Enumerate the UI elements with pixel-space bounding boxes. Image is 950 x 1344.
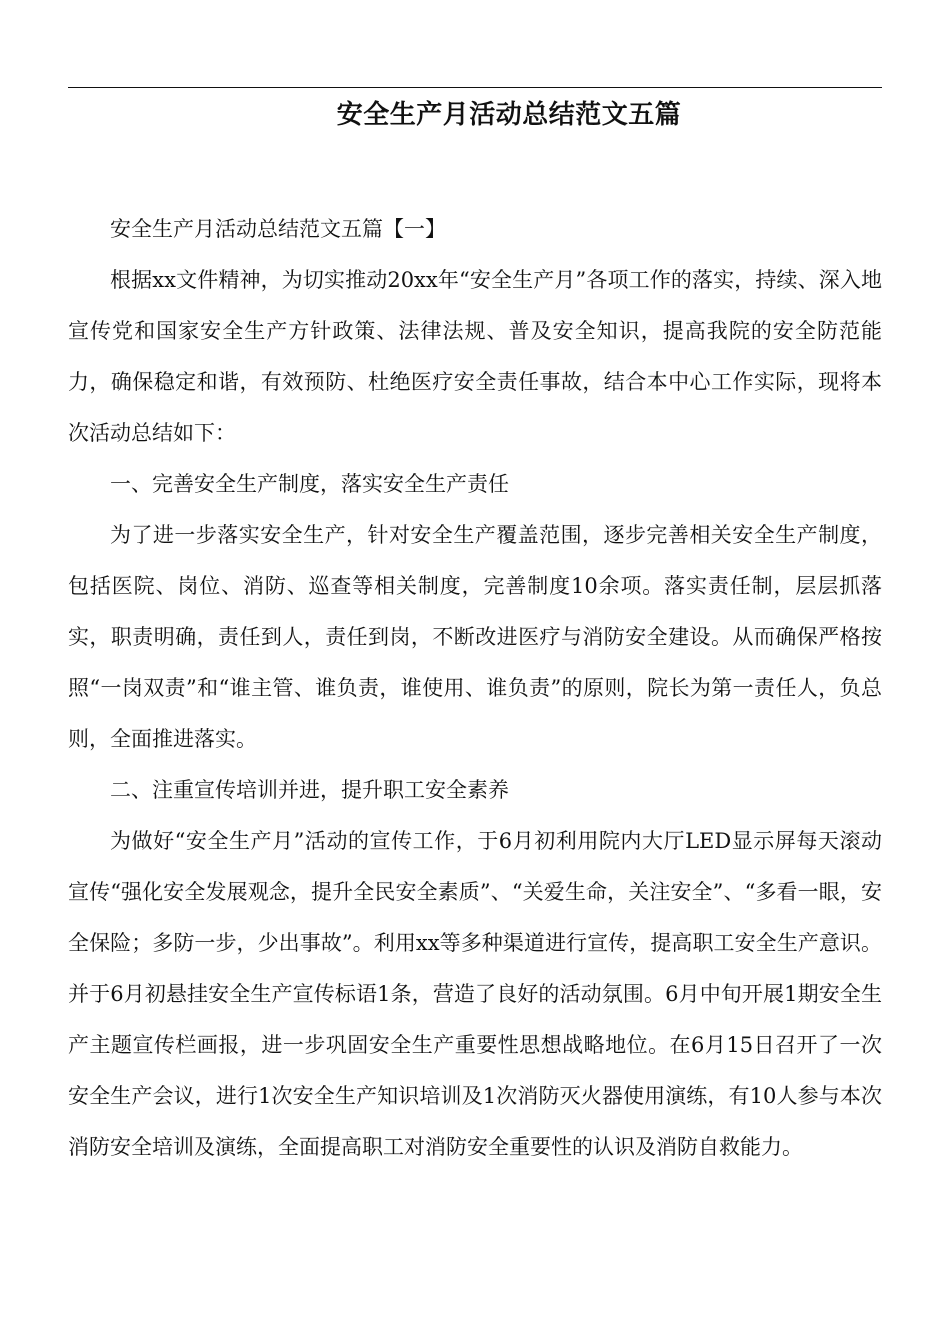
subheading-2: 二、注重宣传培训并进，提升职工安全素养 — [110, 778, 509, 802]
header-rule — [68, 87, 882, 88]
paragraph-1: 为了进一步落实安全生产，针对安全生产覆盖范围，逐步完善相关安全生产制度，包括医院、岗位、消防、巡查等相关制度，完善制度10余项。落实责任制，层层抓落实，职责明确，责任到人，责任到岗，不断改进医疗与消防安全建设。从而确保严格按照“一岗双责”和“谁主管、谁负责，谁使用、谁负责”的原则，院长为第一责任人，负总则，全面推进落实。 — [68, 523, 882, 751]
subheading-1: 一、完善安全生产制度，落实安全生产责任 — [110, 472, 509, 496]
document-body — [68, 204, 882, 1173]
paragraph-2: 为做好“安全生产月”活动的宣传工作，于6月初利用院内大厅LED显示屏每天滚动宣传“强化安全发展观念，提升全民安全素质”、“关爱生命，关注安全”、“多看一眼，安全保险；多防一步，少出事故”。利用xx等多种渠道进行宣传，提高职工安全生产意识。并于6月初悬挂安全生产宣传标语1条，营造了良好的活动氛围。6月中旬开展1期安全生产主题宣传栏画报，进一步巩固安全生产重要性思想战略地位。在6月15日召开了一次安全生产会议，进行1次安全生产知识培训及1次消防灭火器使用演练，有10人参与本次消防安全培训及演练，全面提高职工对消防安全重要性的认识及消防自救能力。 — [68, 829, 882, 1159]
intro-paragraph: 根据xx文件精神，为切实推动20xx年“安全生产月”各项工作的落实，持续、深入地宣传党和国家安全生产方针政策、法律法规、普及安全知识，提高我院的安全防范能力，确保稳定和谐，有效预防、杜绝医疗安全责任事故，结合本中心工作实际，现将本次活动总结如下： — [68, 268, 882, 445]
section-heading-one: 安全生产月活动总结范文五篇【一】 — [110, 217, 446, 241]
document-title: 安全生产月活动总结范文五篇 — [336, 100, 682, 130]
